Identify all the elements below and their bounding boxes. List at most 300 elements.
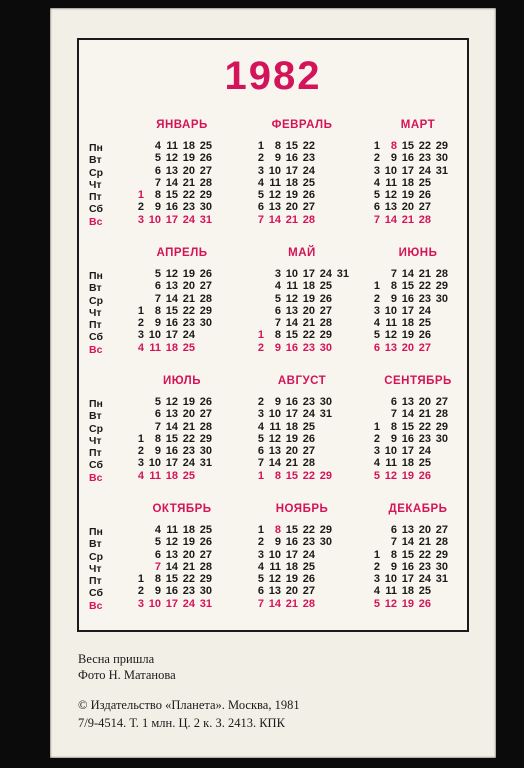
day-number: 17 — [285, 164, 298, 177]
day-number: 15 — [285, 524, 298, 536]
day-number — [448, 268, 465, 280]
day-number: 10 — [148, 597, 161, 610]
day-number: 8 — [154, 304, 161, 317]
quarter-row — [79, 246, 467, 370]
day-number — [363, 536, 380, 548]
day-number: 20 — [401, 341, 414, 354]
day-number: 18 — [401, 457, 414, 470]
day-number — [448, 549, 465, 561]
day-number: 6 — [257, 445, 264, 458]
day-number: 6 — [390, 396, 397, 408]
day-number: 19 — [182, 152, 195, 165]
day-number: 29 — [435, 140, 448, 152]
day-number: 13 — [268, 445, 281, 458]
day-number: 21 — [401, 213, 414, 226]
weekday-labels — [89, 398, 115, 484]
day-number: 12 — [384, 469, 397, 482]
day-number — [332, 293, 349, 305]
day-number: 4 — [137, 341, 144, 354]
day-number: 2 — [373, 560, 380, 573]
day-number: 10 — [384, 573, 397, 586]
day-number — [332, 524, 349, 536]
day-number: 6 — [257, 201, 264, 214]
day-number — [431, 457, 448, 469]
day-number: 30 — [435, 152, 448, 165]
day-number: 13 — [401, 396, 414, 408]
day-number: 19 — [285, 573, 298, 586]
day-number: 26 — [302, 432, 315, 445]
day-number — [448, 317, 465, 329]
day-number: 15 — [401, 280, 414, 293]
day-number: 16 — [165, 585, 178, 598]
month-block — [127, 502, 237, 610]
day-number — [127, 408, 144, 420]
day-number: 16 — [165, 201, 178, 214]
month-block — [127, 118, 237, 226]
day-number — [212, 152, 229, 164]
day-number — [448, 421, 465, 433]
day-number: 4 — [257, 560, 264, 573]
day-number: 1 — [373, 140, 380, 152]
day-number — [127, 268, 144, 280]
month-name: СЕНТЯБРЬ — [384, 375, 452, 387]
day-number: 9 — [390, 152, 397, 165]
day-number: 1 — [257, 140, 264, 152]
day-number — [212, 293, 229, 305]
day-number: 14 — [384, 213, 397, 226]
day-number — [315, 561, 332, 573]
day-number: 10 — [148, 457, 161, 470]
month-block — [247, 502, 357, 610]
day-number: 31 — [435, 164, 448, 177]
day-number — [315, 433, 332, 445]
day-number: 25 — [182, 341, 195, 354]
day-number: 4 — [373, 317, 380, 330]
day-number: 26 — [418, 189, 431, 202]
day-number — [315, 152, 332, 164]
day-number: 21 — [418, 536, 431, 549]
day-number: 30 — [435, 432, 448, 445]
day-number — [212, 140, 229, 152]
day-number: 1 — [257, 329, 264, 342]
day-number: 24 — [418, 445, 431, 458]
day-number — [315, 214, 332, 226]
day-number: 29 — [435, 280, 448, 293]
day-number: 17 — [165, 597, 178, 610]
day-number: 25 — [418, 585, 431, 598]
day-number — [212, 396, 229, 408]
day-number: 27 — [435, 396, 448, 408]
quarter-row — [79, 502, 467, 626]
day-number: 2 — [137, 585, 144, 598]
day-number: 21 — [418, 408, 431, 421]
day-number: 3 — [137, 457, 144, 470]
day-number: 28 — [319, 317, 332, 330]
day-number — [127, 280, 144, 292]
day-number: 25 — [302, 420, 315, 433]
weekday-label: Сб — [89, 587, 103, 600]
day-number: 1 — [257, 469, 264, 482]
day-number: 3 — [137, 329, 144, 342]
weekday-label: Пт — [89, 447, 102, 460]
day-number: 15 — [401, 548, 414, 561]
day-number: 28 — [302, 457, 315, 470]
day-number — [448, 214, 465, 226]
quarter-row — [79, 118, 467, 242]
day-number — [431, 585, 448, 597]
month-block — [363, 246, 473, 354]
month-block — [127, 374, 237, 482]
day-number — [431, 329, 448, 341]
day-number: 17 — [165, 457, 178, 470]
day-number — [332, 214, 349, 226]
month-name: АПРЕЛЬ — [156, 247, 208, 259]
day-number — [212, 433, 229, 445]
day-number: 15 — [165, 573, 178, 586]
day-number — [212, 561, 229, 573]
day-number: 29 — [199, 432, 212, 445]
day-number: 18 — [165, 341, 178, 354]
day-number: 26 — [418, 597, 431, 610]
day-number: 2 — [373, 152, 380, 165]
weekday-label: Вс — [89, 599, 103, 612]
day-number: 14 — [401, 408, 414, 421]
day-number: 3 — [137, 213, 144, 226]
day-number: 6 — [154, 280, 161, 293]
day-number — [448, 280, 465, 292]
day-number: 28 — [418, 213, 431, 226]
day-number: 14 — [165, 292, 178, 305]
photo-author: Фото Н. Матанова — [78, 668, 176, 682]
day-number: 9 — [154, 585, 161, 598]
day-number: 15 — [285, 469, 298, 482]
day-number: 6 — [154, 548, 161, 561]
month-block — [247, 118, 357, 226]
day-number: 13 — [268, 201, 281, 214]
day-number: 28 — [199, 420, 212, 433]
day-number: 3 — [257, 548, 264, 561]
month-days — [127, 524, 237, 610]
month-name: АВГУСТ — [277, 375, 327, 387]
month-block — [363, 374, 473, 482]
day-number: 5 — [257, 432, 264, 445]
day-number: 23 — [302, 536, 315, 549]
weekday-label: Вс — [89, 215, 103, 228]
day-number: 25 — [418, 176, 431, 189]
day-number: 30 — [319, 536, 332, 549]
day-number: 15 — [165, 304, 178, 317]
day-number: 1 — [257, 524, 264, 536]
day-number — [127, 177, 144, 189]
day-number: 20 — [418, 524, 431, 536]
day-number: 20 — [285, 445, 298, 458]
day-number — [332, 433, 349, 445]
day-number: 1 — [137, 189, 144, 202]
month-days — [363, 140, 473, 226]
day-number — [448, 524, 465, 536]
day-number: 3 — [257, 408, 264, 421]
day-number: 16 — [165, 445, 178, 458]
publisher-line: © Издательство «Планета». Москва, 1981 — [78, 698, 300, 712]
day-number: 21 — [285, 457, 298, 470]
day-number: 5 — [154, 268, 161, 280]
day-number: 19 — [401, 469, 414, 482]
day-number — [448, 598, 465, 610]
day-number: 25 — [319, 280, 332, 293]
day-number: 13 — [165, 164, 178, 177]
day-number: 16 — [285, 152, 298, 165]
day-number — [212, 524, 229, 536]
day-number — [332, 408, 349, 420]
weekday-label: Пт — [89, 319, 102, 332]
day-number: 23 — [182, 445, 195, 458]
day-number: 24 — [302, 548, 315, 561]
day-number: 23 — [182, 317, 195, 330]
day-number: 8 — [154, 189, 161, 202]
day-number — [431, 317, 448, 329]
day-number: 19 — [182, 396, 195, 408]
day-number: 25 — [182, 469, 195, 482]
weekday-label: Вт — [89, 538, 102, 551]
day-number: 6 — [274, 304, 281, 317]
day-number: 17 — [401, 164, 414, 177]
day-number: 7 — [154, 560, 161, 573]
month-days — [363, 396, 473, 482]
day-number: 31 — [435, 573, 448, 586]
day-number: 11 — [149, 341, 161, 354]
day-number: 10 — [268, 408, 281, 421]
day-number — [431, 470, 448, 482]
day-number: 2 — [257, 536, 264, 549]
day-number: 9 — [274, 152, 281, 165]
day-number — [431, 598, 448, 610]
day-number: 29 — [319, 524, 332, 536]
day-number: 21 — [182, 560, 195, 573]
day-number — [212, 408, 229, 420]
day-number — [363, 524, 380, 536]
day-number — [332, 317, 349, 329]
day-number — [247, 280, 264, 292]
day-number: 26 — [199, 268, 212, 280]
day-number: 9 — [274, 396, 281, 408]
month-name: ОКТЯБРЬ — [152, 503, 212, 515]
weekday-label: Пн — [89, 142, 103, 154]
day-number: 22 — [418, 420, 431, 433]
day-number: 9 — [274, 341, 281, 354]
day-number: 31 — [336, 268, 349, 280]
day-number: 9 — [390, 560, 397, 573]
day-number: 26 — [418, 329, 431, 342]
day-number: 5 — [154, 152, 161, 165]
weekday-label: Пт — [89, 191, 102, 204]
day-number: 10 — [268, 548, 281, 561]
day-number: 26 — [418, 469, 431, 482]
weekday-label: Чт — [89, 434, 102, 447]
day-number: 2 — [257, 152, 264, 165]
day-number: 15 — [165, 189, 178, 202]
day-number — [212, 214, 229, 226]
month-days — [363, 268, 473, 354]
day-number — [127, 536, 144, 548]
day-number: 5 — [373, 189, 380, 202]
weekday-label: Сб — [89, 203, 103, 216]
day-number — [332, 152, 349, 164]
day-number — [247, 268, 264, 280]
day-number: 18 — [401, 317, 414, 330]
day-number — [127, 140, 144, 152]
day-number: 25 — [302, 176, 315, 189]
day-number: 21 — [182, 176, 195, 189]
day-number: 31 — [199, 213, 212, 226]
day-number: 20 — [418, 396, 431, 408]
day-number: 15 — [401, 140, 414, 152]
day-number: 19 — [182, 536, 195, 549]
day-number — [195, 329, 212, 341]
day-number: 8 — [154, 573, 161, 586]
day-number: 20 — [182, 408, 195, 421]
day-number — [431, 177, 448, 189]
day-number — [212, 268, 229, 280]
day-number: 12 — [268, 432, 281, 445]
day-number — [332, 201, 349, 213]
day-number — [315, 177, 332, 189]
day-number: 8 — [274, 524, 281, 536]
day-number: 18 — [285, 420, 298, 433]
day-number — [212, 598, 229, 610]
day-number: 8 — [274, 329, 281, 342]
day-number — [127, 293, 144, 305]
day-number: 4 — [154, 140, 161, 152]
day-number: 24 — [182, 213, 195, 226]
day-number — [315, 573, 332, 585]
day-number: 14 — [401, 536, 414, 549]
day-number — [247, 305, 264, 317]
day-number: 12 — [384, 597, 397, 610]
day-number: 27 — [199, 164, 212, 177]
day-number: 14 — [268, 597, 281, 610]
month-days — [247, 268, 357, 354]
month-block — [247, 246, 357, 354]
day-number: 20 — [302, 304, 315, 317]
day-number: 22 — [418, 280, 431, 293]
day-number — [448, 152, 465, 164]
day-number: 26 — [199, 396, 212, 408]
weekday-label: Вт — [89, 410, 102, 423]
print-info-line: 7/9-4514. Т. 1 млн. Ц. 2 к. З. 2413. КПК — [78, 716, 285, 730]
day-number: 18 — [285, 560, 298, 573]
day-number: 13 — [285, 304, 298, 317]
month-block — [363, 118, 473, 226]
day-number: 11 — [385, 585, 397, 598]
calendar-year: 1982 — [224, 54, 322, 98]
weekday-label: Чт — [89, 178, 102, 191]
day-number: 28 — [435, 408, 448, 421]
day-number: 22 — [418, 548, 431, 561]
day-number: 11 — [385, 176, 397, 189]
day-number: 11 — [286, 280, 298, 293]
day-number: 27 — [418, 201, 431, 214]
day-number: 17 — [302, 268, 315, 280]
day-number: 19 — [401, 329, 414, 342]
day-number: 2 — [373, 432, 380, 445]
day-number: 3 — [373, 445, 380, 458]
photo-title: Весна пришла — [78, 652, 155, 666]
day-number: 18 — [302, 280, 315, 293]
month-name: ИЮНЬ — [398, 247, 438, 259]
day-number: 16 — [401, 560, 414, 573]
day-number: 19 — [401, 597, 414, 610]
day-number — [448, 177, 465, 189]
month-block — [247, 374, 357, 482]
day-number: 6 — [154, 408, 161, 421]
day-number — [127, 524, 144, 536]
month-days — [247, 140, 357, 226]
day-number: 9 — [154, 445, 161, 458]
day-number: 26 — [319, 292, 332, 305]
day-number: 6 — [390, 524, 397, 536]
day-number — [431, 201, 448, 213]
day-number: 18 — [285, 176, 298, 189]
day-number — [332, 280, 349, 292]
day-number — [363, 396, 380, 408]
day-number: 27 — [435, 524, 448, 536]
day-number: 30 — [199, 201, 212, 214]
day-number — [212, 549, 229, 561]
day-number: 3 — [373, 164, 380, 177]
day-number — [431, 445, 448, 457]
day-number: 18 — [182, 140, 195, 152]
quarter-row — [79, 374, 467, 498]
day-number: 12 — [165, 268, 178, 280]
day-number: 26 — [302, 189, 315, 202]
weekday-label: Чт — [89, 306, 102, 319]
day-number — [448, 305, 465, 317]
day-number — [332, 305, 349, 317]
day-number: 28 — [199, 560, 212, 573]
day-number: 3 — [257, 164, 264, 177]
day-number: 8 — [390, 420, 397, 433]
day-number: 19 — [182, 268, 195, 280]
day-number: 15 — [285, 140, 298, 152]
day-number: 23 — [182, 201, 195, 214]
day-number: 15 — [401, 420, 414, 433]
day-number: 28 — [302, 213, 315, 226]
day-number: 12 — [285, 292, 298, 305]
day-number: 24 — [418, 304, 431, 317]
day-number: 6 — [257, 585, 264, 598]
day-number: 29 — [199, 304, 212, 317]
day-number: 2 — [137, 201, 144, 214]
weekday-label: Ср — [89, 550, 103, 563]
month-days — [127, 140, 237, 226]
day-number: 9 — [154, 201, 161, 214]
day-number — [315, 421, 332, 433]
day-number: 22 — [182, 573, 195, 586]
day-number: 31 — [319, 408, 332, 421]
day-number — [332, 396, 349, 408]
day-number: 23 — [302, 152, 315, 165]
day-number: 8 — [390, 280, 397, 293]
day-number: 22 — [418, 140, 431, 152]
day-number — [448, 585, 465, 597]
day-number: 5 — [373, 469, 380, 482]
day-number: 1 — [137, 573, 144, 586]
day-number: 29 — [319, 469, 332, 482]
day-number: 5 — [373, 597, 380, 610]
month-name: НОЯБРЬ — [275, 503, 329, 515]
day-number: 4 — [257, 420, 264, 433]
month-block — [363, 502, 473, 610]
